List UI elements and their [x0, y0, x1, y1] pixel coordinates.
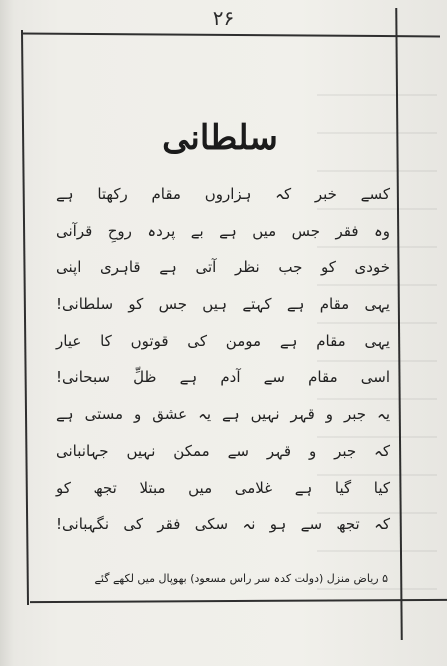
poem-line: کیا گیا ہے غلامی میں مبتلا تجھ کو: [56, 478, 390, 497]
poem-line: وہ فقر جس میں ہے بے پردہ روحِ قرآنی: [56, 221, 390, 240]
poem-line: یہی مقام ہے مومن کی قوتوں کا عیار: [56, 331, 390, 350]
poem-line: کہ تجھ سے ہو نہ سکی فقر کی نگہبانی!: [56, 515, 390, 534]
poem-line: خودی کو جب نظر آتی ہے قاہری اپنی: [56, 258, 390, 277]
poem-line: یہی مقام ہے کہتے ہیں جس کو سلطانی!: [56, 295, 390, 314]
poem-title: سلطانی: [162, 118, 278, 158]
poem-line: یہ جبر و قہر نہیں ہے یہ عشق و مستی ہے: [56, 405, 390, 424]
poem-line: کہ جبر و قہر سے ممکن نہیں جہانبانی: [56, 441, 390, 460]
poem-line: اسی مقام سے آدم ہے ظلِّ سبحانی!: [56, 368, 390, 387]
left-rule: [21, 30, 29, 605]
bottom-rule: [30, 599, 447, 603]
page-number: ۲۶: [212, 6, 235, 30]
poem-line: کسے خبر کہ ہزاروں مقام رکھتا ہے: [56, 185, 390, 203]
footnote: ۵ ریاض منزل (دولت کدہ سر راس مسعود) بھوپال میں لکھے گئے: [94, 572, 388, 585]
poem-lines: [56, 176, 390, 543]
top-rule: [22, 33, 440, 38]
